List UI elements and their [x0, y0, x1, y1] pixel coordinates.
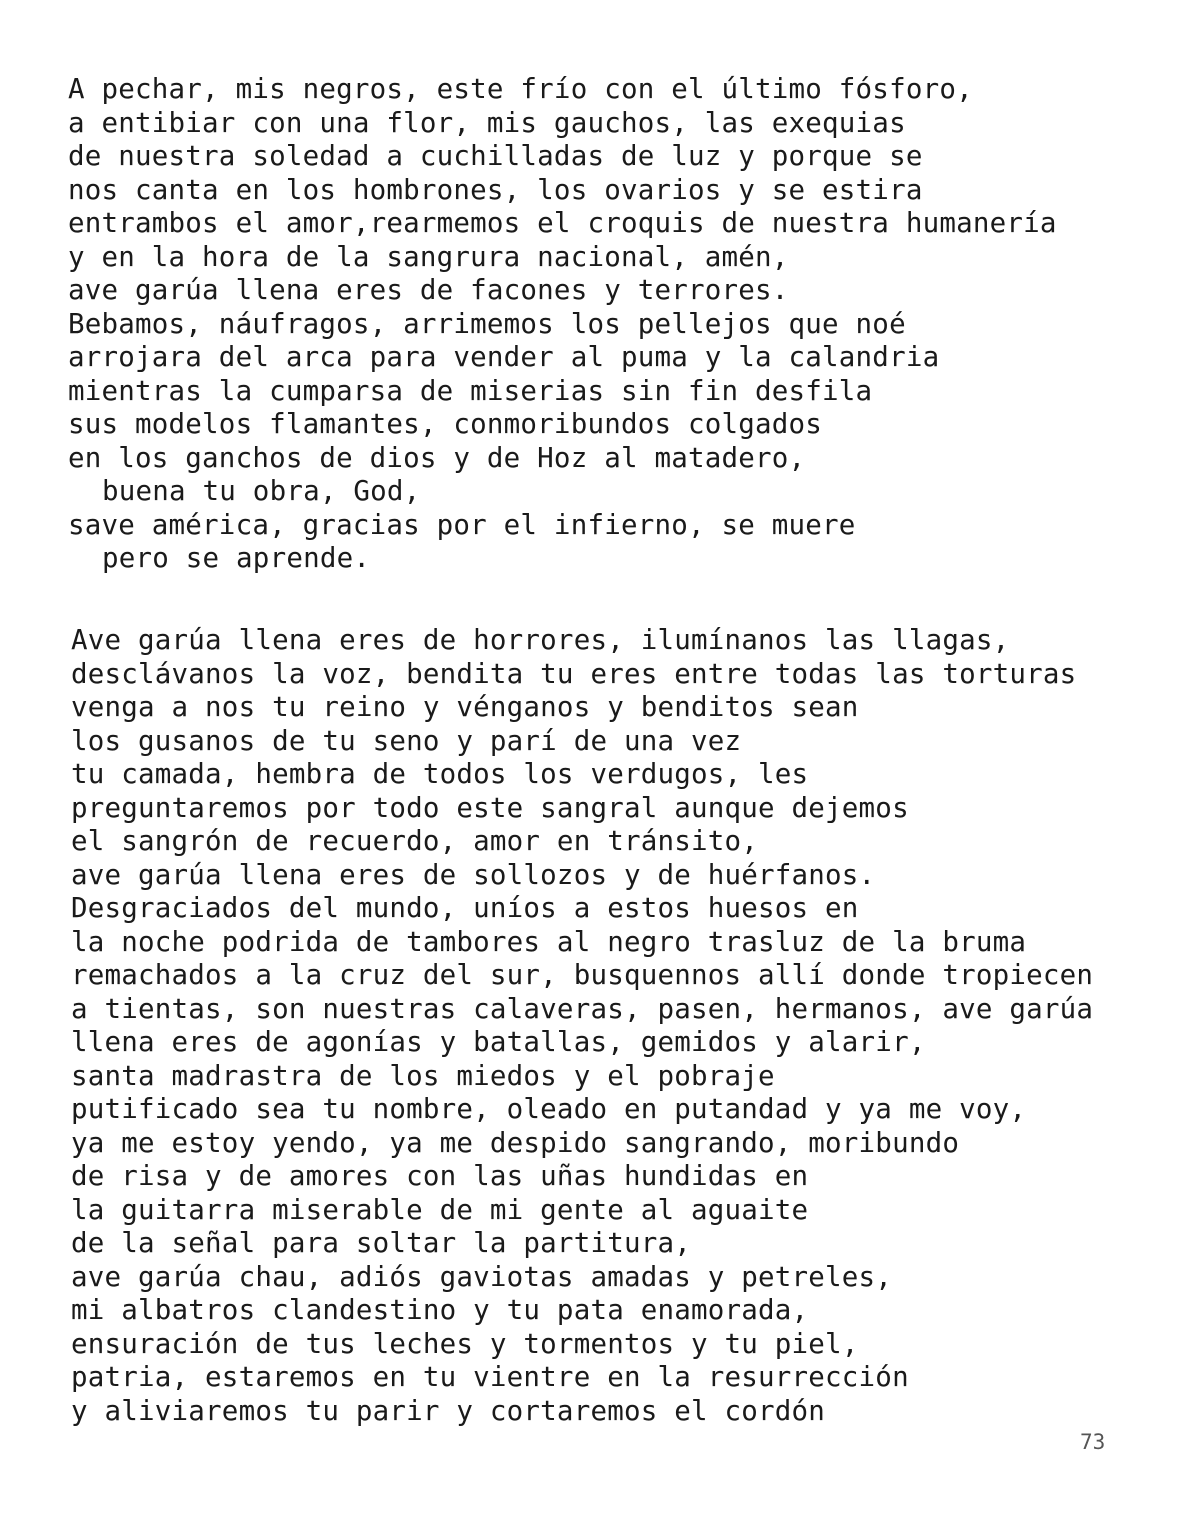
stanza-2: [71, 624, 1093, 1428]
verse-line: entrambos el amor,rearmemos el croquis de nuestra humanería: [68, 207, 1057, 239]
verse-line: en los ganchos de dios y de Hoz al matadero,: [68, 441, 806, 474]
verse-line: de risa y de amores con las uñas hundidas en: [71, 1160, 809, 1192]
verse-line: y aliviaremos tu parir y cortaremos el cordón: [71, 1394, 826, 1427]
verse-line: a entibiar con una flor, mis gauchos, las exequias: [68, 106, 906, 139]
verse-line: A pechar, mis negros, este frío con el último fósforo,: [68, 73, 973, 105]
verse-line: pero se aprende.: [102, 542, 371, 574]
verse-line: mientras la cumparsa de miserias sin fin desfila: [68, 374, 873, 407]
verse-line: preguntaremos por todo este sangral aunque dejemos: [71, 791, 909, 824]
verse-line: la noche podrida de tambores al negro trasluz de la bruma: [71, 925, 1027, 958]
verse-line: buena tu obra, God,: [102, 475, 421, 507]
verse-line: ensuración de tus leches y tormentos y tu piel,: [71, 1327, 859, 1360]
verse-line: putificado sea tu nombre, oleado en putandad y ya me voy,: [71, 1093, 1027, 1125]
verse-line: venga a nos tu reino y vénganos y benditos sean: [71, 691, 859, 723]
verse-line: mi albatros clandestino y tu pata enamorada,: [71, 1294, 809, 1326]
verse-line: los gusanos de tu seno y parí de una vez: [71, 724, 742, 757]
stanza-1: [68, 73, 1057, 576]
verse-line: llena eres de agonías y batallas, gemidos y alarir,: [71, 1026, 926, 1058]
verse-line: la guitarra miserable de mi gente al aguaite: [71, 1193, 809, 1226]
verse-line: ave garúa chau, adiós gaviotas amadas y petreles,: [71, 1260, 893, 1293]
verse-line: tu camada, hembra de todos los verdugos, les: [71, 758, 809, 790]
verse-line: Ave garúa llena eres de horrores, ilumínanos las llagas,: [71, 624, 1010, 656]
verse-line: nos canta en los hombrones, los ovarios y se estira: [68, 173, 923, 206]
verse-line: a tientas, son nuestras calaveras, pasen, hermanos, ave garúa: [71, 992, 1094, 1025]
verse-line: Bebamos, náufragos, arrimemos los pellejos que noé: [68, 307, 906, 340]
verse-line: ya me estoy yendo, ya me despido sangrando, moribundo: [71, 1126, 960, 1159]
verse-line: save américa, gracias por el infierno, se muere: [68, 508, 856, 541]
verse-line: de la señal para soltar la partitura,: [71, 1227, 691, 1259]
verse-line: remachados a la cruz del sur, busquennos allí donde tropiecen: [71, 959, 1094, 991]
verse-line: santa madrastra de los miedos y el pobraje: [71, 1059, 775, 1092]
page-number: 73: [1080, 1430, 1106, 1454]
verse-line: sus modelos flamantes, conmoribundos colgados: [68, 408, 823, 440]
verse-line: el sangrón de recuerdo, amor en tránsito,: [71, 825, 759, 857]
verse-line: patria, estaremos en tu vientre en la resurrección: [71, 1361, 909, 1393]
verse-line: ave garúa llena eres de facones y terrores.: [68, 274, 789, 306]
verse-line: arrojara del arca para vender al puma y la calandria: [68, 341, 940, 373]
verse-line: Desgraciados del mundo, uníos a estos huesos en: [71, 892, 859, 924]
verse-line: de nuestra soledad a cuchilladas de luz y porque se: [68, 140, 923, 172]
verse-line: ave garúa llena eres de sollozos y de huérfanos.: [71, 858, 876, 891]
verse-line: y en la hora de la sangrura nacional, amén,: [68, 240, 789, 273]
verse-line: desclávanos la voz, bendita tu eres entre todas las torturas: [71, 657, 1077, 690]
